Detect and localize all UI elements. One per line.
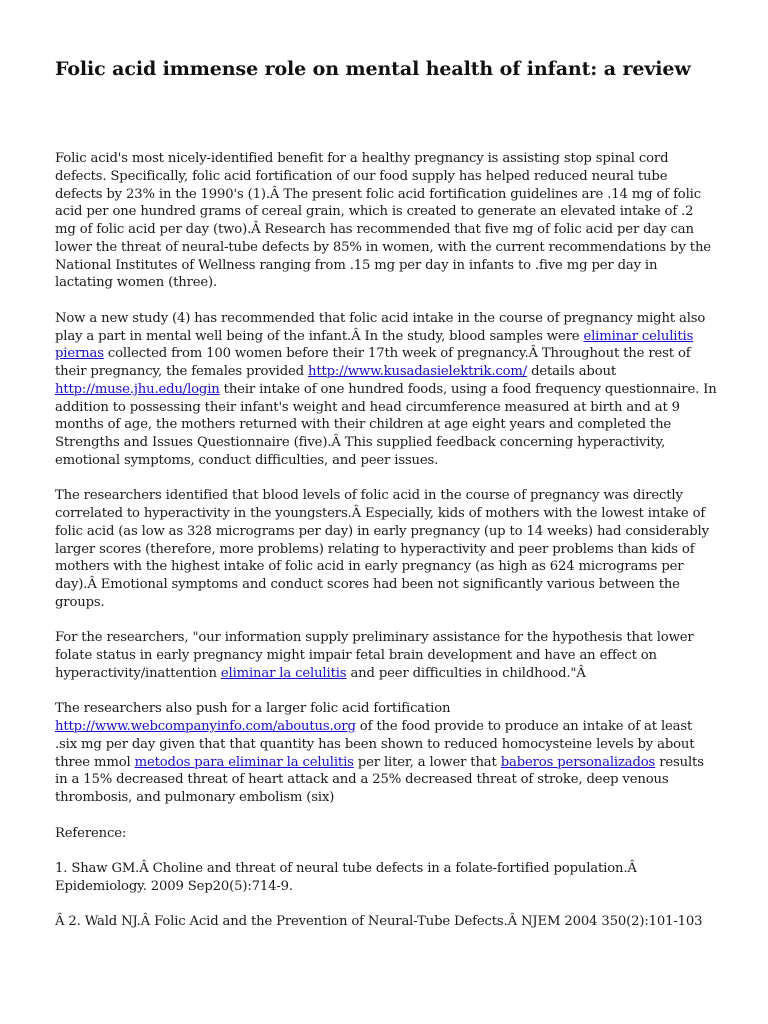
link-muse-jhu-login[interactable]: http://muse.jhu.edu/login bbox=[55, 381, 220, 397]
reference-heading: Reference: bbox=[55, 825, 127, 841]
paragraph-2-text-2: collected from 100 women before their 17th week of pregnancy.Â Throughout the rest of their pregnancy, the females provided bbox=[55, 346, 691, 379]
paragraph-1: Folic acid's most nicely-identified benefit for a healthy pregnancy is assisting stop spinal cord defects. Specifically, folic acid fortification of our food supply has helped reduced neural tube defects by 23% in the 1990's (1).Â The present folic acid fortification guidelines are .14 mg of folic acid per one hundred grams of cereal grain, which is created to generate an elevated intake of .2 mg of folic acid per day (two).Â Research has recommended that five mg of folic acid per day can lower the threat of neural-tube defects by 85% in women, with the current recommendations by the National Institutes of Wellness ranging from .15 mg per day in infants to .five mg per day in lactating women (three). bbox=[55, 151, 711, 291]
reference-item-1: 1. Shaw GM.Â Choline and threat of neural tube defects in a folate-fortified population.Â Epidemiology. 2009 Sep20(5):714-9. bbox=[55, 861, 637, 894]
paragraph-4 bbox=[55, 629, 717, 682]
paragraph-2 bbox=[55, 310, 717, 470]
link-webcompanyinfo[interactable]: http://www.webcompanyinfo.com/aboutus.org bbox=[55, 719, 356, 734]
paragraph-5-text-2: of the food provide to produce an intake of at least .six mg per day given that that quantity has been shown to reduced homocysteine levels by about three mmol bbox=[55, 719, 695, 770]
document-title: Folic acid immense role on mental health of infant: a review bbox=[55, 58, 691, 80]
reference-item-2: Â 2. Wald NJ.Â Folic Acid and the Prevention of Neural-Tube Defects.Â NJEM 2004 350(2):101-103 bbox=[55, 914, 703, 930]
link-kusadasielektrik[interactable]: http://www.kusadasielektrik.com/ bbox=[307, 364, 528, 379]
paragraph-3: The researchers identified that blood levels of folic acid in the course of pregnancy was directly correlated to hyperactivity in the youngsters.Â Especially, kids of mothers with the lowest intake of folic acid (as low as 328 micrograms per day) in early pregnancy (up to 14 weeks) had considerably larger scores (therefore, more problems) relating to hyperactivity and peer problems than kids of mothers with the highest intake of folic acid in early pregnancy (as high as 624 micrograms per day).Â Emotional symptoms and conduct scores had been not significantly various between the groups. bbox=[55, 488, 709, 610]
document-body bbox=[55, 150, 717, 931]
paragraph-5 bbox=[55, 700, 717, 807]
document-page bbox=[55, 0, 717, 949]
link-baberos-personalizados[interactable]: baberos personalizados bbox=[500, 754, 656, 770]
paragraph-5-text-3: per liter, a lower that bbox=[353, 754, 501, 770]
link-eliminar-celulitis-piernas[interactable]: eliminar celulitis piernas bbox=[55, 328, 694, 362]
paragraph-5-text-1: The researchers also push for a larger folic acid fortification bbox=[55, 701, 451, 717]
paragraph-5-text-4: results in a 15% decreased threat of heart attack and a 25% decreased threat of stroke, deep venous thrombosis, and pulmonary embolism (six) bbox=[55, 754, 704, 805]
paragraph-2-text-1: Now a new study (4) has recommended that folic acid intake in the course of pregnancy might also play a part in mental well being of the infant.Â In the study, blood samples were bbox=[55, 310, 706, 344]
paragraph-4-text-1: For the researchers, "our information supply preliminary assistance for the hypothesis that lower folate status in early pregnancy might impair fetal brain development and have an effect on hyperactivity/inattention bbox=[55, 630, 694, 681]
paragraph-4-text-2: and peer difficulties in childhood."Â bbox=[346, 665, 586, 681]
paragraph-2-text-3: details about bbox=[527, 364, 616, 379]
link-metodos-para-eliminar-la-celulitis[interactable]: metodos para eliminar la celulitis bbox=[134, 754, 354, 770]
paragraph-2-text-4: their intake of one hundred foods, using a food frequency questionnaire. In addition to possessing their infant's weight and head circumference measured at birth and at 9 months of age, the mothers returned with their children at age eight years and completed the Strengths and Issues Questionnaire (five).Â This supplied feedback concerning hyperactivity, emotional symptoms, conduct difficulties, and peer issues. bbox=[55, 381, 717, 468]
link-eliminar-la-celulitis[interactable]: eliminar la celulitis bbox=[220, 665, 347, 681]
